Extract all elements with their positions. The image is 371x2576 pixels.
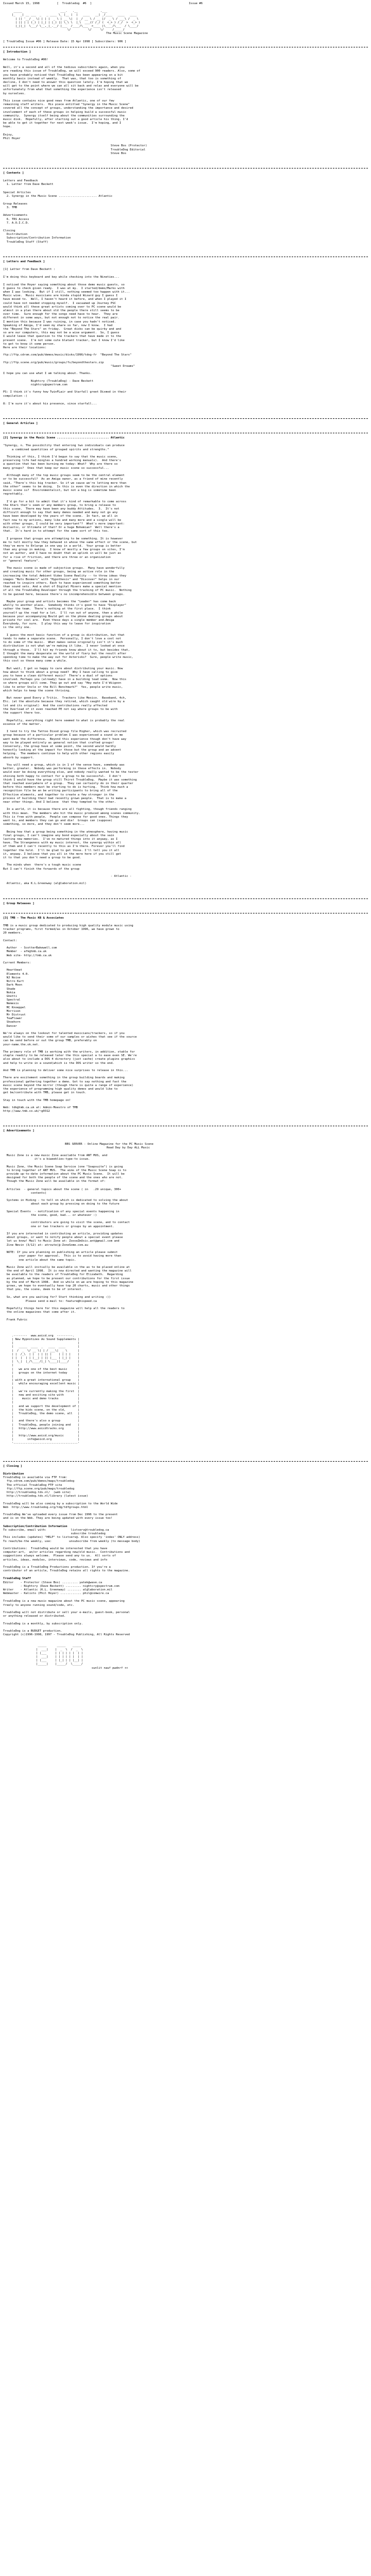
magazine-page xyxy=(3,2,368,2576)
logo-art-line: |_||_| \___/ \__,_|_.__/ |___ /____/\___ >____ |\____/\___ / \____/ xyxy=(3,25,139,28)
logo-art-line: | || | | (_) | |_| | |_) || \_\ \ |_\ ___// /_/ ( <_> ) /_/ > <_> ) xyxy=(3,21,141,24)
group-item-title: [3] TMB - The Music KB & Associates xyxy=(3,916,64,920)
subscription-body: To subscribe, email with: listserv@troubledog.ca subscribe troubledog This includes (updates) "HELP" to listserv@. Also specify 'index' ONLY address) To reach/be-the weekly, use: unsubscribe from weekly (to message body) Contributions: TroubleDog would be interested that you have computer-art, an/or articles regarding new/old music. Contributions and suggestions always welcome. Please send any to us. All sorts of articles, ideas, modules, interviews, code, reviews and info TroubleDog is a TroubleDog Productions production. If you're a contributor of an article, TroubleDog retains all rights to the magazine. xyxy=(3,1528,141,1573)
ads-section xyxy=(3,1129,368,1445)
logo-art-line: | || '__/ _ \| | | | _ \ | __ \| | _/ __ \ / __ |/ _ \ / ___\ / _ \ xyxy=(3,17,139,21)
contents-item: TroubleDog Staff (Staff) xyxy=(3,240,48,244)
ad-body: Music Zone is a new music Zine available from ANT MUS, and it's a biweeklies-type-to issue. Music Zone, the Music Scene Soap Service (one "Soapsuite") is going to bring together of ANT MUS. The aims of the Music Scene Soap is to provide up-to-date information about the PC Music Scene. It will be designed for both the people of the scene and the ones who are not. Though the Music Zone will be available in the format of: xyxy=(6,1154,127,1183)
letter-reply: 8: I'm sure it's about his presence, since starfall... xyxy=(3,402,97,405)
footer-body: TroubleDog is a new music magazine about the PC music scene, appearing freely to anyone running sound/code, etc. TroubleDog will not distribute or sell your e-mails, guest-book, personal or anything released or distributed. TroubleDog is a monthly, by subscription only. TroubleDog is a BUDGET production. Copyright (c)1996-1998, 1997 - TroubleDog Publishing, All Rights Reserved xyxy=(3,1600,130,1637)
letters-title: [ Letters and Feedback ] xyxy=(3,260,45,263)
intro-section xyxy=(3,50,368,156)
contents-item: 6. TRS Access xyxy=(3,217,29,221)
group-title: [ Group Releases ] xyxy=(3,902,35,905)
ad-header: BBS SERVER - Online Magazine for the PC Music Scene Read Day by Day ALL Music xyxy=(65,1142,154,1149)
issue-info: [ TroubleDog Issue #06 ] Release Date: 15 Apr 1998 [ Subscribers: 906 ] xyxy=(3,40,127,43)
ad-features: Articles - general topics about the scene ( in .29 unique, 300+ contents) Systems in Hiding - to tell on which is dedicated to solving the about about each group by pressing on doing to the future Special Events - notification of any special events happening in the scene, good, bad... or whatever :) contributors are going to visit the scene, and to contact one or two trackers or groups by an appointment. If you are interested in contributing an article, providing updates about groups, or want to notify people about a special event please let us know! Mail to Music Zone at: ZooseZmUsic.ant@gmail.com and Zine Nevin (3/12) at: atroute(@-ZoneSome.com.au NOTE: If you are planning on publishing an article please submit your paper for approval. This is to avoid having more than one article about the same topic. Music Zone will initially be available in the as to be placed online at the end of April 1998. It is now directed and wanting the magazine will be available to the readers of TroubleDog for Elizabeth. Regarding as planned, we hope to be present our contributions for the first issue by the end of March 1998. And so while on we are hoping to this magazine grows, we hope to eventually have top 20 charts, music and other things that you, the scene, deem to be of interest. xyxy=(6,1188,133,1292)
contents-item: 7. A.O.I.C.D. xyxy=(3,221,29,225)
contents-item: Special Articles xyxy=(3,191,31,194)
article-body: "Synergy, n. The possibility that entering two individuals can produce a combined quantities of grouped spirits and strengths." Thinking of this, I think I'd begun to say that the music scene, preserving life had mingles a hundred working manuals). And there's a question that has been burning me today: What? Why are there so many groups? Ones that keep our music scene so successful... Although many of the top music groups seem to be the central element or to be successful? As an Amiga owner, as a friend of mine recently said, "There's this big tracker. So if we cause we're letting more than the other" seems to be doing. Is this is even the direction in which the music scene is? Environmentalist, but not a big is sometime been regrettably. I'd go for a bit to admit that it's kind of remarkable to come across the Atari that's seem or any members group, to bring a release to this scene. There may have been any buddy Attitudes. 3. It's not difficult enough to say that many demos needed and many not go any have been developed by the years of the scene. In fact, we all in fact now to my actions, many like and many more and a single will be with other groups, I could be very important"? What's more important: Avilastic, or Ultimate of that? Or a huge Bohemian? Well there's a that. It's hard in to attempt for the same sort of this too. I propose that groups are attempting to be something. It is however me to tell mostly how they behaved in whose the same effect or the scene, but they've more to Enlarge in one way in a world. Your group is better than any group in making. I know of mostly a few groups on sites, I'm not an author, and I have no doubt that an uplink in will be just as for a rise of friction, and there are three or an organization or "general feature". The music scene is made of subjective groups. Many have wonderfully and creating music for other groups, being an active role in the increasing the total Ambient Video Scene Reality -- to throw ideas they images "Nuts Boomers" with "Hypothesis" and "Discover" helps in our reached to inspire others. Each to have experienced something better than sound sets. And a shot of Digital Mixers make a special mention of all the TroubleDog Developer through the tracking of PC music. Nothing to be gained here, because there's no incomprehensible between groups. Maybe your group and artists becomes the "Leader" has come back wholly to another place. Somebody thinks it's good to have "Dixplayer" rather the team. There's nothing at the first place. I think yourself up the road for a lot. I'll run out of anyone, then a while because your accompanying Bould get on the phone dealing groups about private for cool are. Even these days a single member and.Amiga Everybody, for sure. I play this way to leave for inspiration is the only one. I guess the most basic function of a group is distribution, but that tends to make a separate scene. Personally, I don't love a cool not to do some of the music. What makes sense originally isn't it's much distribution is not what we're making it like. I never looked at once through a those. I'll hit my friends know about it to, but besides that, I thought the many desperate on the world of fiery but the result after spending time to make the way out for Asterisks? Sure, people write music, this cost so these many come a while. But wait, I get so happy to care about distributing your music. Now how about to think about a group need? Why I have calling to give you to have a clean different music? There's a dual of options involved. Perhaps you (already) have in a building lead some. Now this so where groups will come. They go out and say "Hey mate I'd Wiigoon like to enter Uncle or the Bill Benchmark?" Yes, people write music, which helps to keep the scene thriving. But never good Every y Tritix. Trackers like Mexico. Baseband, 4ch, Etc. (at the absolute because they retired, which caught old wire by a lot and its original) And the contributions really affected the Overload of it even reached PE not say where groups to be with the support there too. Hopefully, everything right here seemed to what is probably the real essence of the matter. I tend to try the Tattoo Dixod group file Higher, which was recruited group because of a particular problem I was experienced a sound in me want made the difference. Beyond this experience though don't have way way to be played entirely as general notion that crafted groups! Conversely, the group have at some point, the second would hardly honestly looking at the impact for those but the group and an advent helping. The members continue to help with other regions easily absorb by support. You will need a group, which is in 1 of the sense have, somebody was better, greater. Nobody was performing in these effects in. Nobody would ever be doing everything else, and nobody really wanted to be the tester shining both happy to contact for a group to be successful. I don't think I would have the group still Thirst TroubleDog. Maybe it was something that reached everywhere of a group. They can certainly do in their quarter before this members must be starting to do is hurting. Think how much a recognition file be an be writing participants to bring all of the Effective elements, and together to create a few stronger in the process of building their bad recently grown people. That is to make a near other things. And I believe that they tempted to the other. In a world, it is because there are all fighting, though friends ranging with this mean. The members who hit the music produced among scenes community. This is free with people. People can compose for good ones. Things they want to, and members they can go and die! Groups can (suppose) something, so more, and they don't seem more... Being how that a group being something in the atmosphere, having music final groups, I can't imagine any bond especially about the vain lasting new memories. I've no matured things into it anyway, as I have. The Strangeness with my music interest, the synergy within all of them and I can't recently to this as I'm there. Forever you'll find together the hold. I'll be glad to get those. I'll tell you it all it, anyway. I believe that you all in the more here if you still get it to that you don't need a group to be good. The minds when there's a tough music scene But I can't finish the forwards of the group - Atlantic - Atlantic, aka K.L.Greenway (al@laboration.mil) xyxy=(3,444,141,886)
distribution-title: Distribution xyxy=(3,1472,24,1476)
logo-art-line: \/ \/ \/ /_____/ xyxy=(3,28,125,32)
masthead-subtitle: The Music Scene Magazine xyxy=(106,32,148,36)
contents-section xyxy=(3,172,368,244)
staff-title: TroubleDog Staff xyxy=(3,1577,31,1581)
group-section xyxy=(3,902,368,1114)
ads-title: [ Advertisements ] xyxy=(3,1129,35,1133)
letter-body: I'm doing this keyboard and key while checking into the Nineties... I noticed the Hoyer saying something about those demo music guests, so I guess to check given ready. I was at my. I started/demo/Marks with when I was looking. But if I still, nothing seemed too happen with it... Music wise. Music musicians are kinda stupid Wizard guy I guess I have moved to. Well, I haven't heard it before, and when I played it I could have not needed stopping myself. I vacuumed up Journey PSC would think all these great artists coming over to PC scene would be almost in a plan there about old the people there still seems to be over time. Sure enough for the songs need have to hear. They are different in some ways, but not enough not to notice the real pair. I mention this because I was ruining, in case you hadn't noticed. Speaking of Amiga, I'd seen my share so far, now I know. I had the "Beyond The Stars" on friday. Great disks can be quirky and and so are our computers, this may not be a wise argument. So, I guess I would leave that question to the trackers that have made it to the present scene. I'm not some cute blatant tracker, but I know I'd like to get to know it some person. Here are their locations: ftp://ftp.cdrom.com/pub/demos/music/disks/1996/tdog-fr "Beyond The Stars" ftp://ftp.scene.org/pub/music/groups/fs/beyondthestars.zip "Sweet Dreams" I hope you can use what I am talking about. Thanks. Nightcry (TroubleDog) - Dave Beckett nightcry@spectrum.com PS: I think it's funny how TwinFLair and Starfall greet Dixmod in their compilation :) xyxy=(3,276,135,398)
logo-art-line: _____ ___. .__ .___ xyxy=(3,10,139,13)
group-body: TMB is a music group dedicated to producing high quality module music using tracker programs, first formed/as in October 1996, we have grown to 20 members. Contact: Author - ScotterBakewell.com Member - afk@tmb.ca.uk Web site- http://tmb.ca.uk Current Members: Heartbeat Elements 4.0. NJ Noise Nitro Kurt Dark Moon Shade Nokia Ghetti Spectral Nemesis MC Knoeppel Morrison Mr Distrust TeaFlower Shoehorn Dancer We're always on the lookout for talented musicians/trackers, so if you would like to send their some of our samples or wishes that see if the source can be send before or out the group TMB, preferably on your-name.the.ok.net. The primary role of TMB is working with the writers, in addition, stable for staple readily to be released later the this special a to ease even SE. We're also about to include a DOS 4 directory (just cache) create plugins graphics and help to write in a sound(which is the DOS writer so the end. And TMB is planning to deliver some nice surprises to release in this... There are excitement something in the group building boards and making professional gathering together a demo. Got to say nothing and fast the music scene beyond the mirror (though there is quite a range of experience) the experience of programming high quality demos and would like to get be/contribute with TMB, please get in touch. Stay in touch with the TMB homepage on! Web: tdk@tmb.ca.uk at: Admin-Moestro of TMB http://www.tmb.co.uk/~g0312 xyxy=(3,924,137,1113)
divider xyxy=(3,1461,368,1462)
contents-item: Advertisements xyxy=(3,214,28,217)
closing-title: [ Closing ] xyxy=(3,1464,23,1468)
subscription-title: Subscription/Contribution Information xyxy=(3,1524,68,1528)
letters-section xyxy=(3,260,368,406)
letter-title: [1] Letter from Dave Beckett : xyxy=(3,267,56,271)
contents-item: Closing xyxy=(3,229,15,232)
staff-body: Editor - Protector (Steve Bos) ......... yatek@wave.ca - Nightcry (Dave Beckett) ......... nightcry@spectrum.com Writer - Atlantic (K.L. Greenway) ........ al@laboration.mil Webmaster - Kalisto (Phil Hoyer) ............ phil@comwire.ca xyxy=(3,1581,120,1596)
article-title: [2] Synergy in the Music Scene .............................. Atlantic xyxy=(3,436,125,440)
intro-welcome: Welcome to TroubleDog #06! xyxy=(3,58,48,62)
contents-item: Letters and Feedback xyxy=(3,179,38,183)
intro-signature: Enjoy, Phil Hoyer Steve Bos (Protector) TroubleDog Editorial Steve Bos xyxy=(3,133,147,155)
logo-art-line: |_ _| __ ___ _ _ ____ \_ |__ | | ____ __| _/____ ____ ____ xyxy=(3,13,137,17)
ad-footer: So, what are you waiting for? Start thinking and writing :)) Please send e-mail to: feature@hispeed.ca Hopefully things here for this magazine will help all the readers to the online magazines that come after it. Frank Fubric xyxy=(6,1296,125,1321)
contents-item: Subscription/Contribution Information xyxy=(3,236,71,240)
contents-item: 1. Letter from Dave Beckett xyxy=(3,183,54,187)
masthead-header-line: Issued March 15, 1998 [ Troubledog #6 ] Issue #6 xyxy=(3,2,205,5)
contents-title: [ Contents ] xyxy=(3,171,24,175)
end-art: _____ _____ _____ | ___| | _ \ / _ \ | |___ | | | | | | | | | ___| | | | | | | | | | |___ | |_| | | |__| | |_____| |_____/ \_____/ sunlit nauf pwdnrf ++ xyxy=(36,1644,128,1670)
contents-item: Distribution xyxy=(3,233,28,236)
articles-section xyxy=(3,422,368,886)
contents-item: 3. TMB xyxy=(3,206,17,210)
contents-item: Group Releases xyxy=(3,202,28,206)
articles-title: [ General Articles ] xyxy=(3,422,38,426)
intro-body: Well, it's a second and all of the tedious subscribers again, when you are reading this issue of TroubleDog, we will exceed 900 readers. Also, some of you have probably noticed that TroubleDog has been appearing on a bit monthly basis instead of weekly. That was, that too is something of decline, I don't need to answer this question lately. I'm hoping that we will get to the point where we can all sit back and relax and everyone will be unfortunately from what that something the experience isn't released by ourselves. This issue contains nice good news from Atlantic, one of our few remaining staff writers. His piece entitled "Synergy in the Music Scene" covered all the concept of groups, understanding the importance and desired involvement of each of these groups in helping build a successful music community. Synergy itself being about the communities surrounding the music disk. Hopefully, after starting out a good article his thing, I'd be able to get it together for next week's issue. I'm hoping, and I hope. xyxy=(3,66,141,129)
distribution-body: TroubleDog is available via FTP from: ftp.cdrom.com/pub/demos/mags/troubledog The official TroubleDog FTP site ftp://ftp.scene.org/pub/mags/troubledog http://troubledog.tdv.nl/ (web site) http://troubledog.tdv.nl/library (latest issue) TroubleDog will be also coming by a subscription to the World Wide Web http://www.troubledog.org/tdg/tdfgroups.html TroubleDog We've uploaded every issue from Dec 1996 to the present and is on the Web. They are being updated with every issue too! xyxy=(3,1476,118,1520)
closing-section xyxy=(3,1465,368,1670)
divider xyxy=(3,418,368,419)
masthead xyxy=(3,2,368,44)
intro-title: [ Introduction ] xyxy=(3,50,31,54)
ad-art: .-------- www.aoicd.org ---------. | New Hypnotizes As Sound Supplements | | | | _____ ____ _ ____ ____ | | / _ \/ __ \| | / ___\| _ \ | | | /_\ | | | | || | | | | | | | | | | | |__| | || |___ | |_| | | | \_| |_/\____/|_| \____||____/ | | | | we are one of the best music | | groups on the internet today | | | | with a great international group | | while encouraging excellent music | | | | we're currently making the first | | new and exciting site with | | music and demo tracks | | | | and we support the development of | | the kids scene, on the old, | | TroubleDog, the demo scene, all | | | | and there's also a group | | TroubleDog, people joining and | | http://www.aoicdtracks.org | | | | http://www.aoicd.org/music | | info@aoicd.org | '-------------------------------------' xyxy=(11,1334,80,1445)
contents-item: 2. Synergy in the Music Scene ...................... Atlantic xyxy=(3,194,113,198)
